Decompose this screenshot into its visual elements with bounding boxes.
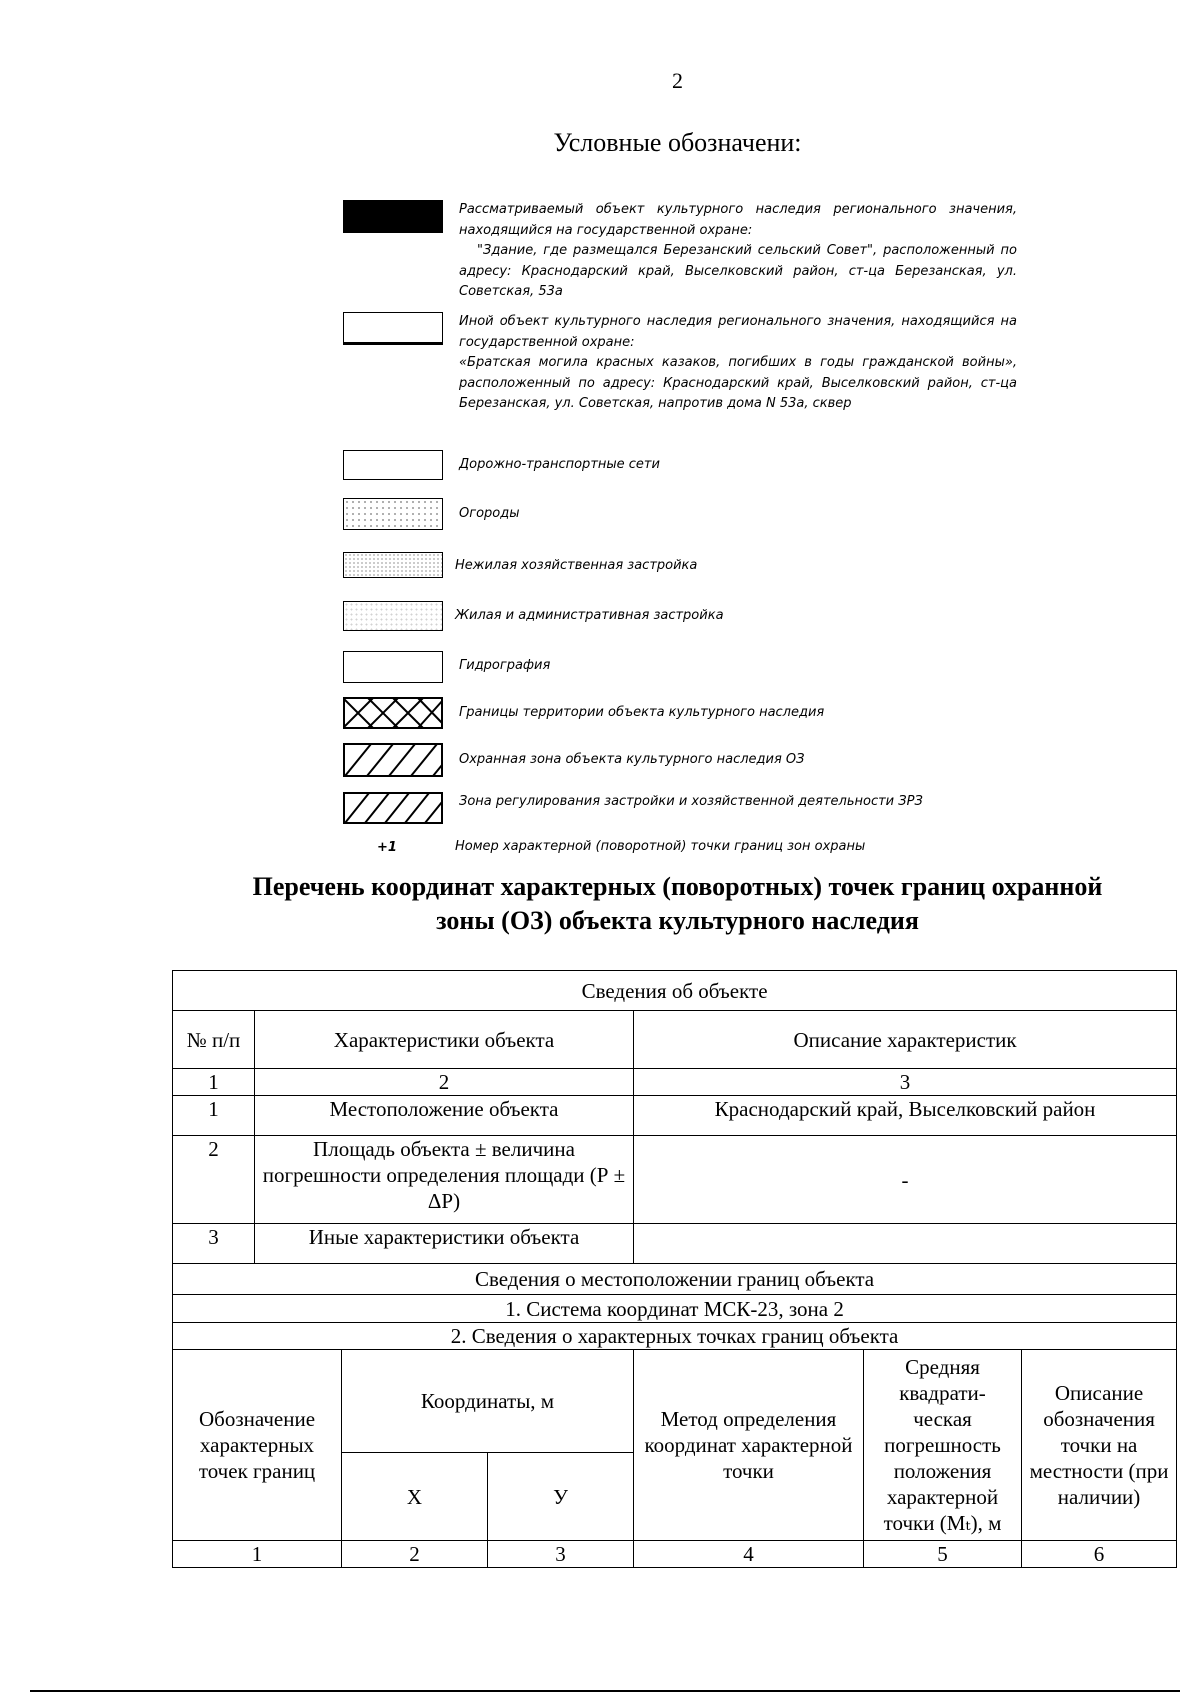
points-col-number: 4 [634,1541,864,1568]
legend-swatch-protection-zone [343,743,443,777]
header-description: Описание характеристик [634,1011,1177,1069]
legend-title: Условные обозначени: [553,128,802,157]
legend-text-nonresidential: Нежилая хозяйственная застройка [455,558,698,573]
coordinate-system: 1. Система координат МСК-23, зона 2 [173,1295,1177,1323]
col-number: 1 [173,1069,255,1096]
legend-text-hydrography: Гидрография [459,658,551,673]
legend-swatch-regulation-zone [343,792,443,824]
row-description: Краснодарский край, Выселковский район [634,1096,1177,1136]
points-col-number: 2 [342,1541,488,1568]
table-row [173,1224,1177,1264]
legend-swatch-roads [343,450,443,480]
row-characteristic: Площадь объекта ± величина погрешности определения площади (Р ± ΔР) [255,1136,634,1224]
row-characteristic: Иные характеристики объекта [255,1224,634,1264]
legend-text-roads: Дорожно-транспортные сети [459,457,660,472]
header-point-description: Описание обозначения точки на местности (при наличии) [1022,1350,1177,1541]
object-info-table [172,970,1177,1568]
section1-title: Сведения об объекте [173,971,1177,1011]
points-col-number: 1 [173,1541,342,1568]
legend-swatch-other-object [343,312,443,345]
row-description [634,1224,1177,1264]
legend-text-object: Рассматриваемый объект культурного наследия регионального значения, находящийся на государственной охране: "Здание, где размещался Березанский сельский Совет", расположенный по адресу: Краснодарский край, Выселковский район, ст-ца Березанская, ул. Советская, 53а [459,202,1017,299]
footer-rule [30,1690,1180,1692]
legend-text-other-object: Иной объект культурного наследия регионального значения, находящийся на государственной охране: «Братская могила красных казаков, погибших в годы гражданской войны», расположенный по адресу: Краснодарский край, Выселковский район, ст-ца Березанская, ул. Советская, напротив дома N 53а, сквер [459,314,1017,411]
table-row [173,1350,1177,1453]
points-col-number: 5 [864,1541,1022,1568]
legend-text-point-number: Номер характерной (поворотной) точки границ зон охраны [455,839,866,854]
header-y: У [488,1453,634,1541]
table-row [173,1541,1177,1568]
header-num: № п/п [173,1011,255,1069]
header-rmse: Средняя квадрати-ческая погрешность положения характерной точки (Mₜ), м [864,1350,1022,1541]
header-x: X [342,1453,488,1541]
col-number: 3 [634,1069,1177,1096]
legend-text-protection-zone: Охранная зона объекта культурного наследия ОЗ [459,752,805,767]
row-num: 3 [173,1224,255,1264]
table-row [173,971,1177,1011]
section2-title: Сведения о местоположении границ объекта [173,1264,1177,1295]
header-designation: Обозначение характерных точек границ [173,1350,342,1541]
coordinates-heading [0,870,1200,938]
legend-symbol-point-number: +1 [377,840,397,855]
table-row [173,1069,1177,1096]
legend-text-regulation-zone: Зона регулирования застройки и хозяйственной деятельности ЗРЗ [459,794,923,809]
header-coordinates: Координаты, м [342,1350,634,1453]
header-characteristics: Характеристики объекта [255,1011,634,1069]
table-row [173,1096,1177,1136]
row-num: 2 [173,1136,255,1224]
legend-swatch-gardens [343,498,443,530]
table-row [173,1011,1177,1069]
page-number: 2 [672,68,683,93]
points-col-number: 3 [488,1541,634,1568]
points-title: 2. Сведения о характерных точках границ объекта [173,1323,1177,1350]
legend-text-gardens: Огороды [459,506,520,521]
table-row [173,1295,1177,1323]
header-method: Метод определения координат характерной точки [634,1350,864,1541]
legend-text-territory-boundary: Границы территории объекта культурного наследия [459,705,825,720]
heading-line-1: Перечень координат характерных (поворотных) точек границ охранной [252,872,1103,901]
legend-swatch-territory-boundary [343,697,443,729]
table-row [173,1264,1177,1295]
legend-swatch-nonresidential [343,552,443,578]
heading-line-2: зоны (ОЗ) объекта культурного наследия [436,906,919,935]
col-number: 2 [255,1069,634,1096]
legend-swatch-residential [343,601,443,631]
points-col-number: 6 [1022,1541,1177,1568]
row-description: - [634,1136,1177,1224]
legend-swatch-object [343,200,443,233]
table-row [173,1323,1177,1350]
legend-swatch-hydrography [343,651,443,683]
table-row [173,1136,1177,1224]
row-characteristic: Местоположение объекта [255,1096,634,1136]
legend-text-residential: Жилая и административная застройка [455,608,724,623]
row-num: 1 [173,1096,255,1136]
